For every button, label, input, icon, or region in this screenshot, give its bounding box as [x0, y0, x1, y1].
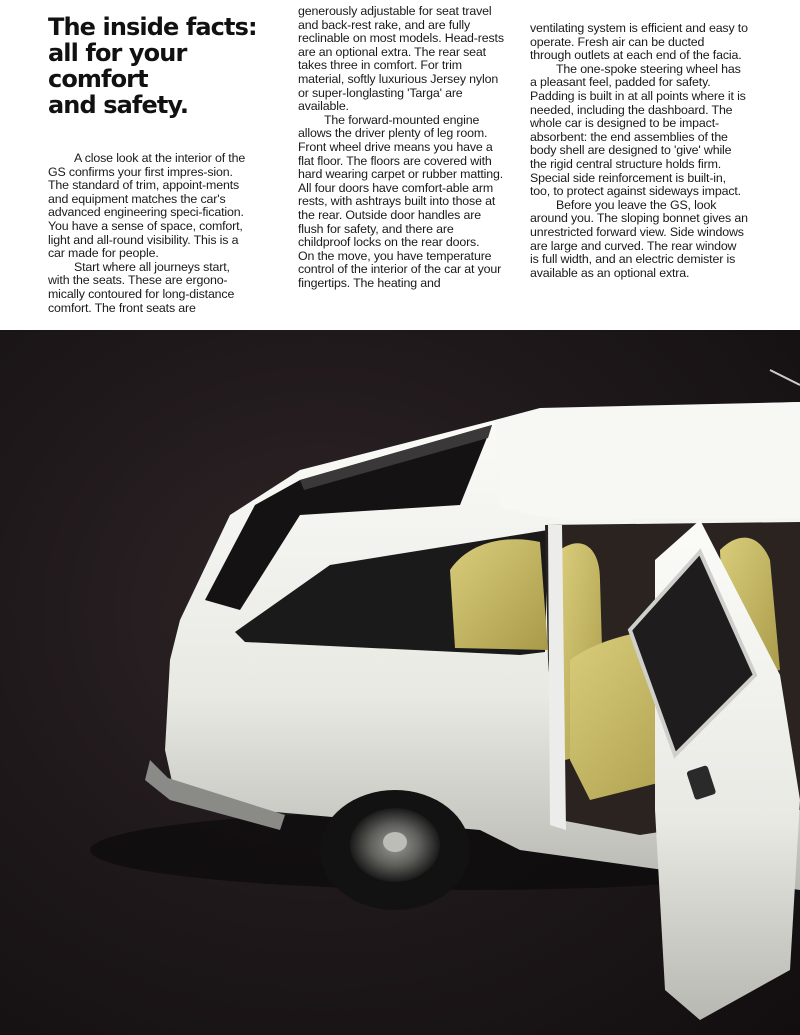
paragraph: generously adjustable for seat travel and back-rest rake, and are fully reclinable on most models. Head-rests are an optional extra. The rear seat takes three in comfort. For trim material, softly luxurious Jersey nylon or super-longlasting 'Targa' are available.: [298, 4, 504, 114]
headline-line-2: all for your comfort: [48, 39, 187, 93]
paragraph: The forward-mounted engine allows the driver plenty of leg room. Front wheel drive means you have a flat floor. The floors are covered with hard wearing carpet or rubber matting. All four doors have comfort-able arm rests, with ashtrays built into those at the rear. Outside door handles are flush for safety, and there are childproof locks on the rear doors.: [298, 112, 504, 250]
rear-wheel-cap: [383, 832, 407, 852]
car-interior-photo: [0, 330, 800, 1035]
paragraph: Before you leave the GS, look around you. The sloping bonnet gives an unrestricted forward view. Side windows are large and curved. The rear window is full width, and an electric demister is available as an optional extra.: [530, 197, 748, 280]
car-illustration: [0, 330, 800, 1035]
paragraph: The one-spoke steering wheel has a pleasant feel, padded for safety. Padding is built in at all points where it is needed, including the dashboard. The whole car is designed to be impact-absorbent: the end assemblies of the body shell are designed to 'give' while the rigid central structure holds firm. Special side reinforcement is built-in, too, to protect against sideways impact.: [530, 61, 746, 199]
paragraph: On the move, you have temperature control of the interior of the car at your fingertips. The heating and: [298, 248, 502, 290]
text-column-3: [530, 22, 748, 280]
text-column-2: [298, 5, 504, 290]
paragraph: A close look at the interior of the GS confirms your first impres-sion. The standard of trim, appoint-ments and equipment matches the car's advanced engineering speci-fication. You have a sense of space, comfort, light and all-round visibility. This is a car made for people.: [48, 151, 246, 261]
headline-line-3: and safety.: [48, 91, 189, 119]
car-roof: [495, 402, 800, 520]
text-column-1: [48, 152, 254, 315]
headline: [48, 14, 288, 118]
paragraph: ventilating system is efficient and easy to operate. Fresh air can be ducted through outlets at each end of the facia.: [530, 21, 748, 63]
headline-line-1: The inside facts:: [48, 13, 257, 41]
antenna: [770, 370, 800, 385]
rear-seat: [450, 539, 548, 650]
paragraph: Start where all journeys start, with the seats. These are ergono-mically contoured for long-distance comfort. The front seats are: [48, 259, 235, 315]
